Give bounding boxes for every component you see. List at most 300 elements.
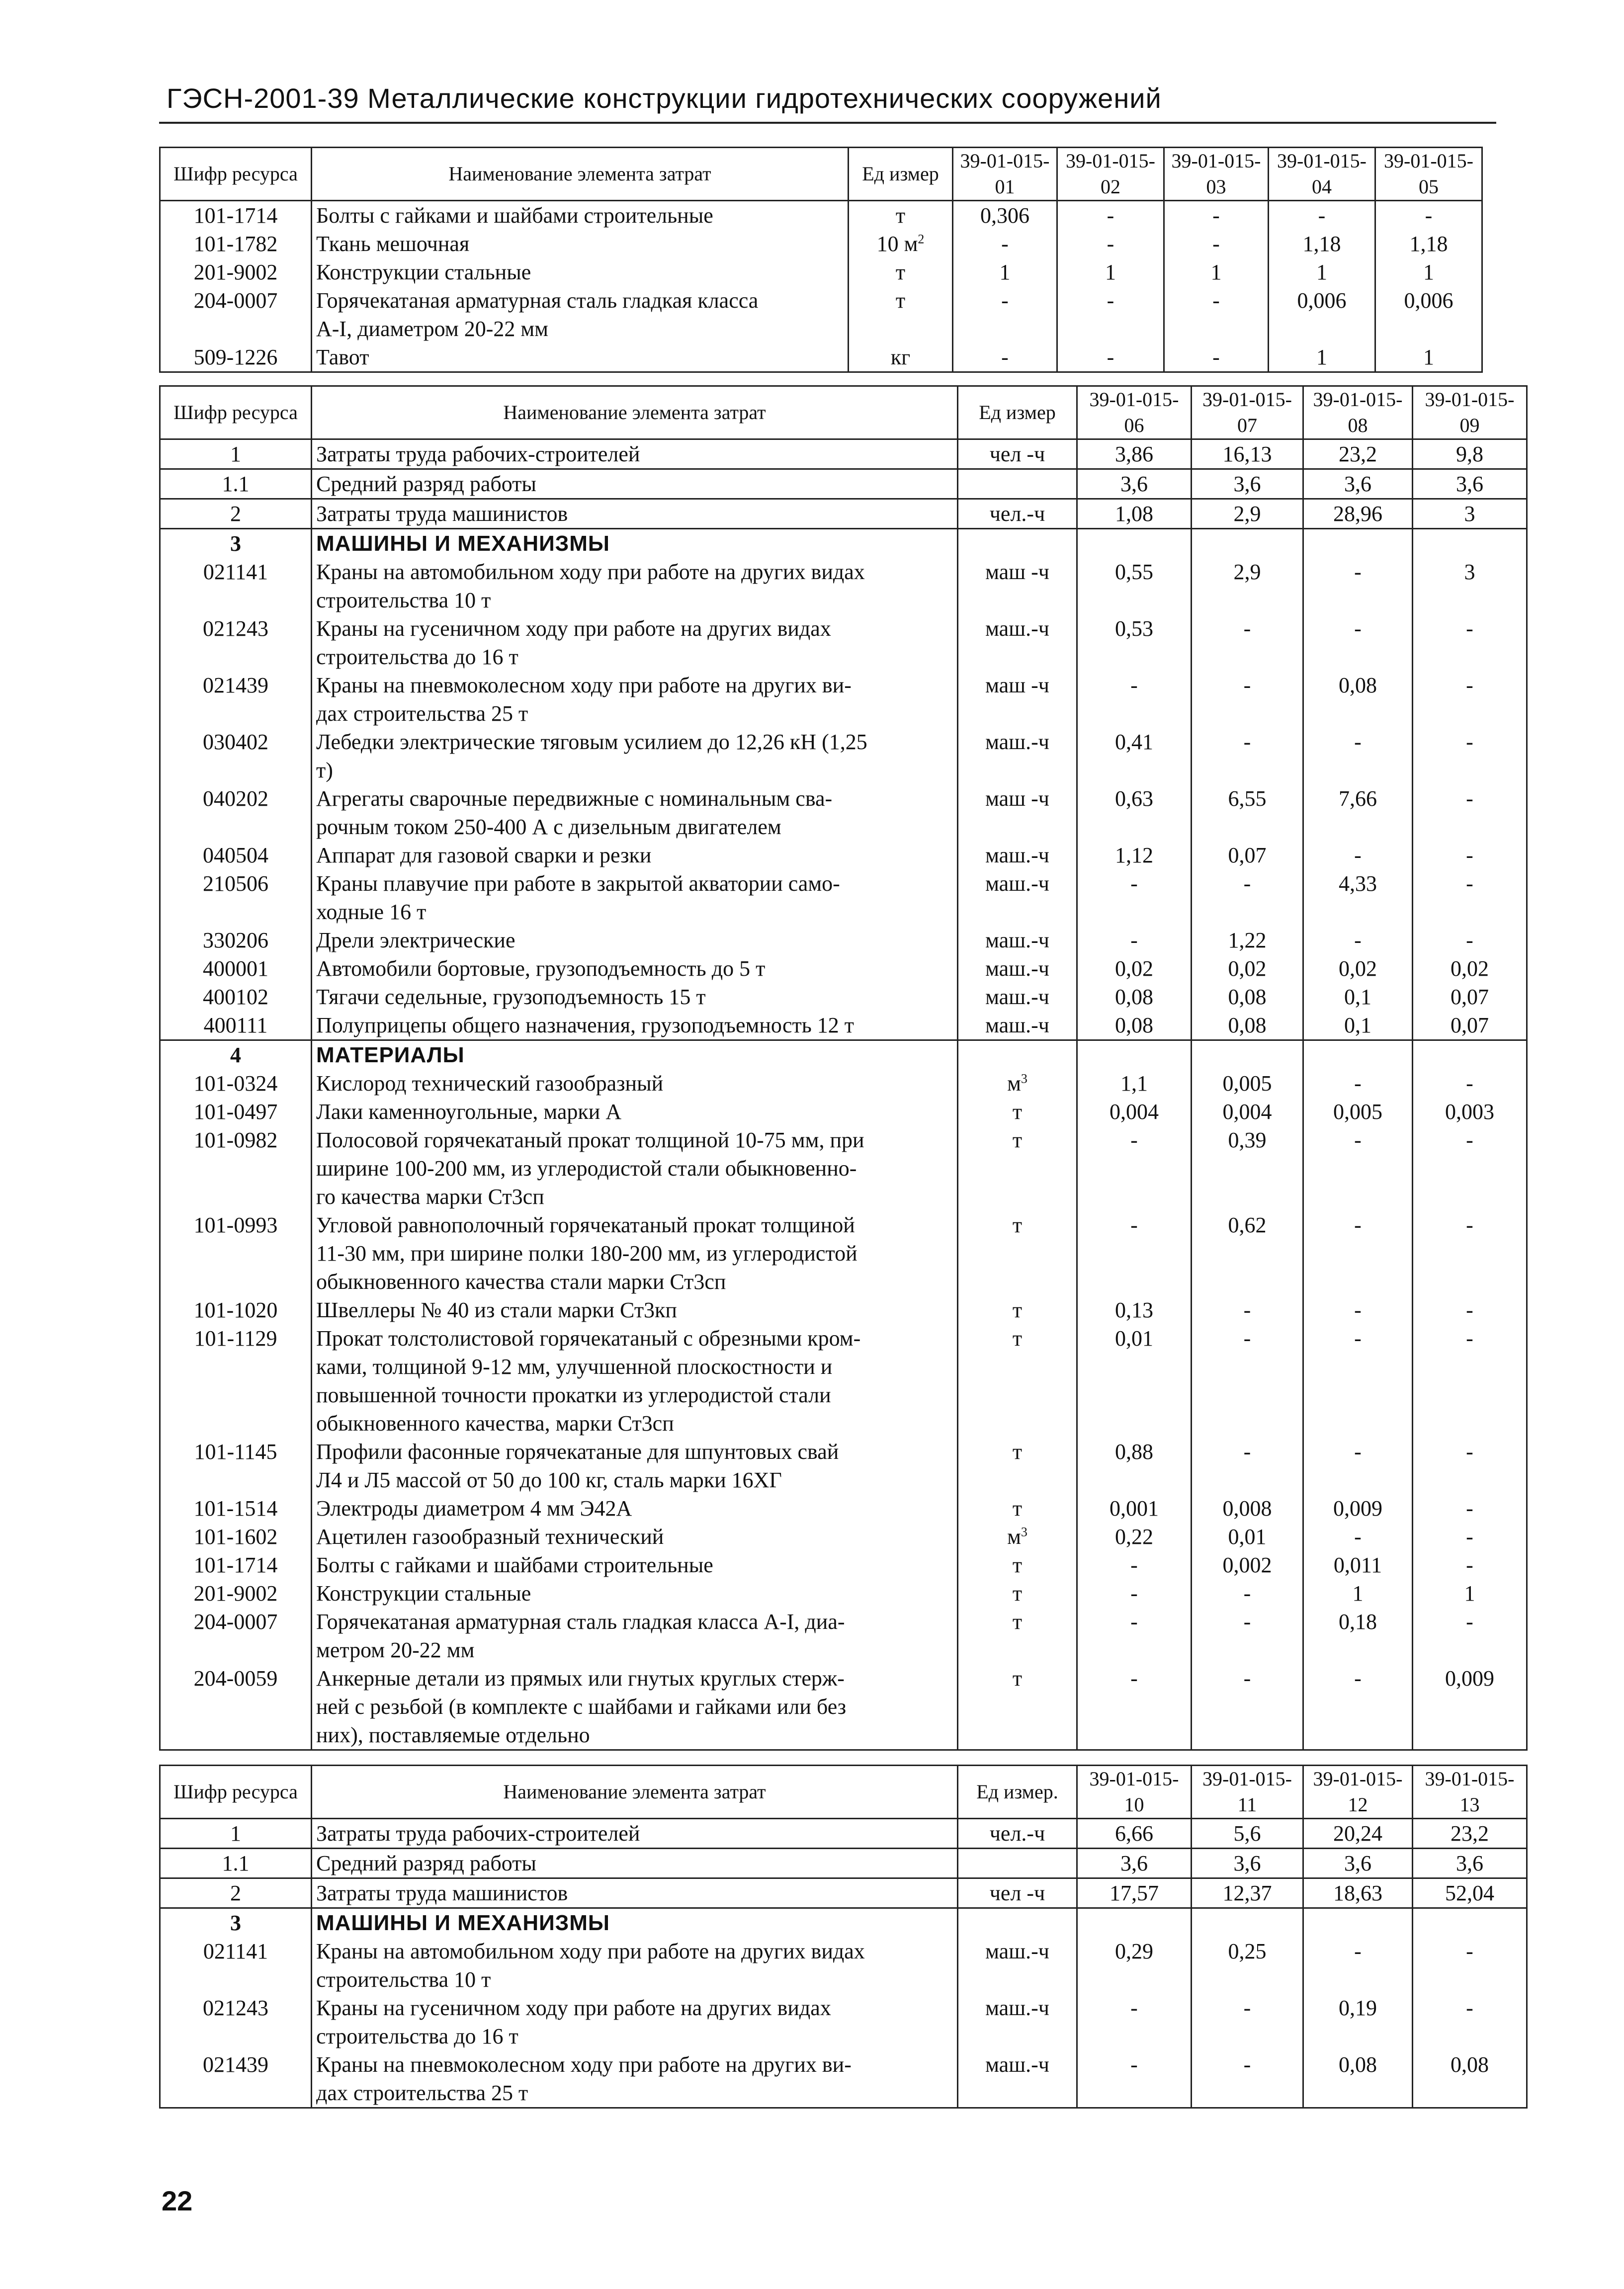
norm-value: 4,33 bbox=[1303, 869, 1413, 926]
norm-value: - bbox=[1269, 201, 1375, 230]
name-line: Тавот bbox=[316, 345, 369, 369]
resource-code: 101-1782 bbox=[160, 230, 312, 258]
norm-value: 1 bbox=[1375, 343, 1482, 372]
unit-of-measure bbox=[958, 529, 1077, 558]
norm-value: - bbox=[1413, 1296, 1527, 1324]
cost-element-name bbox=[312, 728, 958, 784]
page-number: 22 bbox=[162, 2185, 193, 2216]
name-line: го качества марки Ст3сп bbox=[316, 1185, 544, 1209]
unit-of-measure bbox=[958, 1069, 1077, 1098]
norm-value bbox=[1303, 1040, 1413, 1070]
table-header-row bbox=[160, 386, 1527, 439]
norm-value: - bbox=[1077, 926, 1192, 954]
unit-text: м bbox=[1007, 1071, 1021, 1096]
norm-value: - bbox=[1164, 286, 1269, 343]
name-line: Болты с гайками и шайбами строительные bbox=[316, 1553, 713, 1577]
name-line: дах строительства 25 т bbox=[316, 701, 528, 726]
norm-value: - bbox=[1303, 1296, 1413, 1324]
cost-element-name bbox=[312, 1523, 958, 1551]
norm-value: - bbox=[1192, 869, 1303, 926]
norm-value: 3,86 bbox=[1077, 439, 1192, 469]
norm-value: - bbox=[1413, 614, 1527, 671]
resource-code: 4 bbox=[160, 1040, 312, 1070]
norm-value: - bbox=[1303, 1126, 1413, 1211]
name-line: 11-30 мм, при ширине полки 180-200 мм, из углеродистой bbox=[316, 1241, 857, 1266]
norm-value: - bbox=[1192, 1579, 1303, 1608]
header-norm-code: 39-01-015-05 bbox=[1375, 148, 1482, 201]
unit-text: т bbox=[1012, 1666, 1023, 1691]
name-line: Полуприцепы общего назначения, грузоподъемность 12 т bbox=[316, 1013, 855, 1037]
norm-value: 1 bbox=[1164, 258, 1269, 286]
name-line: метром 20-22 мм bbox=[316, 1638, 475, 1662]
unit-of-measure bbox=[958, 1551, 1077, 1579]
unit-of-measure bbox=[958, 614, 1077, 671]
norm-value: 0,07 bbox=[1413, 983, 1527, 1011]
norm-value: 5,6 bbox=[1192, 1819, 1303, 1849]
cost-element-name bbox=[312, 499, 958, 529]
cost-element-name bbox=[312, 286, 849, 343]
name-line: строительства до 16 т bbox=[316, 2024, 518, 2048]
norm-value: 0,01 bbox=[1077, 1324, 1192, 1438]
table-row bbox=[160, 1551, 1527, 1579]
name-line: Профили фасонные горячекатаные для шпунтовых свай bbox=[316, 1440, 839, 1464]
cost-element-name bbox=[312, 1211, 958, 1296]
header-norm-code: 39-01-015-07 bbox=[1192, 386, 1303, 439]
norm-value: - bbox=[1077, 1579, 1192, 1608]
header-unit: Ед измер. bbox=[958, 1766, 1077, 1819]
resource-code: 201-9002 bbox=[160, 1579, 312, 1608]
norm-value: 0,003 bbox=[1413, 1098, 1527, 1126]
unit-of-measure bbox=[958, 1040, 1077, 1070]
unit-text: т bbox=[895, 203, 906, 228]
norm-value bbox=[1192, 1908, 1303, 1938]
norm-value: 1 bbox=[1269, 343, 1375, 372]
cost-element-name bbox=[312, 1664, 958, 1750]
unit-text: маш.-ч bbox=[985, 843, 1049, 867]
name-line: Лебедки электрические тяговым усилием до 12,26 кН (1,25 bbox=[316, 730, 867, 754]
norm-value: 0,08 bbox=[1303, 671, 1413, 728]
cost-element-name bbox=[312, 1579, 958, 1608]
norm-value: - bbox=[1413, 1608, 1527, 1664]
name-line: т) bbox=[316, 758, 333, 782]
name-line: Краны на гусеничном ходу при работе на других видах bbox=[316, 616, 831, 641]
resource-code: 1 bbox=[160, 439, 312, 469]
norm-value: 0,07 bbox=[1413, 1011, 1527, 1040]
norm-value: - bbox=[1077, 869, 1192, 926]
norm-value: 0,08 bbox=[1192, 983, 1303, 1011]
unit-of-measure bbox=[958, 1878, 1077, 1908]
cost-element-name bbox=[312, 1937, 958, 1994]
cost-element-name bbox=[312, 230, 849, 258]
name-line: Автомобили бортовые, грузоподъемность до 5 т bbox=[316, 956, 766, 981]
table-row bbox=[160, 439, 1527, 469]
name-line: ходные 16 т bbox=[316, 900, 427, 924]
unit-text: чел -ч bbox=[989, 442, 1045, 466]
table-row bbox=[160, 728, 1527, 784]
norm-value bbox=[1192, 1040, 1303, 1070]
name-line: Швеллеры № 40 из стали марки Ст3кп bbox=[316, 1298, 677, 1322]
resource-code: 201-9002 bbox=[160, 258, 312, 286]
unit-text: маш.-ч bbox=[985, 2052, 1049, 2077]
norm-value: 3,6 bbox=[1413, 1849, 1527, 1878]
norm-value: - bbox=[1413, 1551, 1527, 1579]
unit-text: маш.-ч bbox=[985, 956, 1049, 981]
resource-code: 101-1020 bbox=[160, 1296, 312, 1324]
norm-value: 0,13 bbox=[1077, 1296, 1192, 1324]
norm-value: 0,011 bbox=[1303, 1551, 1413, 1579]
resource-code: 021439 bbox=[160, 671, 312, 728]
table-row bbox=[160, 1011, 1527, 1040]
table-row bbox=[160, 1608, 1527, 1664]
norm-value: 6,66 bbox=[1077, 1819, 1192, 1849]
norm-value: 0,004 bbox=[1192, 1098, 1303, 1126]
name-line: Полосовой горячекатаный прокат толщиной 10-75 мм, при bbox=[316, 1128, 864, 1152]
norm-value: - bbox=[1303, 926, 1413, 954]
cost-element-name bbox=[312, 258, 849, 286]
norm-value: 3,6 bbox=[1192, 469, 1303, 499]
norm-value: 1,18 bbox=[1269, 230, 1375, 258]
table-row bbox=[160, 1878, 1527, 1908]
norm-value: 0,53 bbox=[1077, 614, 1192, 671]
norm-value: 6,55 bbox=[1192, 784, 1303, 841]
name-line: Краны на автомобильном ходу при работе на других видах bbox=[316, 560, 865, 584]
norm-value: 0,08 bbox=[1413, 2050, 1527, 2108]
norm-value: - bbox=[1413, 1211, 1527, 1296]
norm-value: - bbox=[1413, 1069, 1527, 1098]
norm-value: - bbox=[1192, 671, 1303, 728]
table-row bbox=[160, 1494, 1527, 1523]
norm-value: 0,19 bbox=[1303, 1994, 1413, 2050]
cost-element-name bbox=[312, 926, 958, 954]
norm-value: - bbox=[1303, 1937, 1413, 1994]
name-line: Затраты труда машинистов bbox=[316, 1881, 568, 1905]
norm-value: - bbox=[1303, 728, 1413, 784]
table-row bbox=[160, 671, 1527, 728]
cost-element-name bbox=[312, 1098, 958, 1126]
cost-element-name bbox=[312, 954, 958, 983]
resource-code: 3 bbox=[160, 529, 312, 558]
norm-value: - bbox=[1192, 1994, 1303, 2050]
norm-value: 0,41 bbox=[1077, 728, 1192, 784]
unit-of-measure bbox=[849, 230, 953, 258]
norm-value bbox=[1303, 529, 1413, 558]
unit-text: т bbox=[1012, 1213, 1023, 1237]
norm-value: 0,88 bbox=[1077, 1438, 1192, 1494]
norm-value: 3,6 bbox=[1192, 1849, 1303, 1878]
name-line: Прокат толстолистовой горячекатаный с обрезными кром- bbox=[316, 1326, 861, 1351]
header-resource-code: Шифр ресурса bbox=[160, 148, 312, 201]
norm-value: - bbox=[1077, 1551, 1192, 1579]
resource-code: 101-1714 bbox=[160, 1551, 312, 1579]
norm-value: 18,63 bbox=[1303, 1878, 1413, 1908]
section-title bbox=[312, 1908, 958, 1938]
unit-text: т bbox=[895, 288, 906, 313]
norm-value: - bbox=[1164, 230, 1269, 258]
unit-of-measure bbox=[958, 841, 1077, 869]
norm-value: - bbox=[1413, 841, 1527, 869]
resource-code: 2 bbox=[160, 1878, 312, 1908]
norm-value: 16,13 bbox=[1192, 439, 1303, 469]
table-row bbox=[160, 1324, 1527, 1438]
section-title bbox=[312, 529, 958, 558]
name-line: Горячекатаная арматурная сталь гладкая класса А-I, диа- bbox=[316, 1610, 845, 1634]
table-header-row bbox=[160, 148, 1482, 201]
norm-value: 7,66 bbox=[1303, 784, 1413, 841]
name-line: Угловой равнополочный горячекатаный прокат толщиной bbox=[316, 1213, 855, 1237]
unit-of-measure bbox=[958, 499, 1077, 529]
name-line: обыкновенного качества стали марки Ст3сп bbox=[316, 1270, 726, 1294]
resource-code: 1.1 bbox=[160, 1849, 312, 1878]
cost-element-name bbox=[312, 1608, 958, 1664]
norm-value: 9,8 bbox=[1413, 439, 1527, 469]
header-norm-code: 39-01-015-13 bbox=[1413, 1766, 1527, 1819]
resource-code: 021141 bbox=[160, 1937, 312, 1994]
resource-code: 204-0007 bbox=[160, 1608, 312, 1664]
unit-of-measure bbox=[958, 784, 1077, 841]
name-line: ками, толщиной 9-12 мм, улучшенной плоскостности и bbox=[316, 1355, 833, 1379]
resource-code: 204-0059 bbox=[160, 1664, 312, 1750]
cost-element-name bbox=[312, 1849, 958, 1878]
norm-value: 1 bbox=[1413, 1579, 1527, 1608]
norm-value: - bbox=[953, 343, 1057, 372]
table-row bbox=[160, 558, 1527, 614]
unit-of-measure bbox=[958, 1296, 1077, 1324]
norm-value: - bbox=[1413, 926, 1527, 954]
cost-element-name bbox=[312, 1819, 958, 1849]
norm-value: 3,6 bbox=[1077, 469, 1192, 499]
norm-value: 0,002 bbox=[1192, 1551, 1303, 1579]
norm-value: - bbox=[1057, 230, 1164, 258]
resource-code: 210506 bbox=[160, 869, 312, 926]
norm-value: - bbox=[1413, 1494, 1527, 1523]
cost-element-name bbox=[312, 1069, 958, 1098]
unit-of-measure bbox=[958, 558, 1077, 614]
norm-value: 0,006 bbox=[1269, 286, 1375, 343]
table-row bbox=[160, 1069, 1527, 1098]
name-line: строительства до 16 т bbox=[316, 645, 518, 669]
norm-value: 3,6 bbox=[1077, 1849, 1192, 1878]
norm-value: 2,9 bbox=[1192, 499, 1303, 529]
norm-value: - bbox=[1303, 1211, 1413, 1296]
table-row bbox=[160, 784, 1527, 841]
norm-value: - bbox=[1413, 671, 1527, 728]
unit-text: т bbox=[1012, 1581, 1023, 1606]
name-line: строительства 10 т bbox=[316, 1967, 491, 1992]
norm-value: 0,02 bbox=[1303, 954, 1413, 983]
norm-value: 1 bbox=[1303, 1579, 1413, 1608]
norm-value: - bbox=[1192, 2050, 1303, 2108]
table-row bbox=[160, 983, 1527, 1011]
norm-value: - bbox=[1413, 1438, 1527, 1494]
unit-of-measure bbox=[849, 258, 953, 286]
norm-value: 0,18 bbox=[1303, 1608, 1413, 1664]
norm-value: - bbox=[1077, 1994, 1192, 2050]
unit-of-measure bbox=[958, 1908, 1077, 1938]
table-row bbox=[160, 614, 1527, 671]
cost-element-name bbox=[312, 1296, 958, 1324]
name-line: Аппарат для газовой сварки и резки bbox=[316, 843, 652, 867]
norm-value: - bbox=[1413, 1126, 1527, 1211]
name-line: Тягачи седельные, грузоподъемность 15 т bbox=[316, 985, 706, 1009]
norm-value: - bbox=[1164, 343, 1269, 372]
norm-value: - bbox=[1303, 1324, 1413, 1438]
unit-of-measure bbox=[958, 1849, 1077, 1878]
table-row bbox=[160, 1994, 1527, 2050]
resource-code: 3 bbox=[160, 1908, 312, 1938]
norm-value: - bbox=[1057, 286, 1164, 343]
header-resource-code: Шифр ресурса bbox=[160, 386, 312, 439]
unit-of-measure bbox=[958, 469, 1077, 499]
resource-code: 021141 bbox=[160, 558, 312, 614]
norm-value: - bbox=[1077, 1608, 1192, 1664]
unit-text: т bbox=[1012, 1610, 1023, 1634]
unit-of-measure bbox=[958, 671, 1077, 728]
unit-text: маш.-ч bbox=[985, 1939, 1049, 1963]
header-rule bbox=[159, 122, 1496, 124]
norm-value bbox=[1413, 1040, 1527, 1070]
norm-value: - bbox=[1192, 1324, 1303, 1438]
header-norm-code: 39-01-015-12 bbox=[1303, 1766, 1413, 1819]
resource-code: 1 bbox=[160, 1819, 312, 1849]
unit-exponent: 3 bbox=[1021, 1071, 1027, 1086]
unit-of-measure bbox=[958, 1211, 1077, 1296]
name-line: Ацетилен газообразный технический bbox=[316, 1525, 664, 1549]
name-line: строительства 10 т bbox=[316, 588, 491, 612]
header-norm-code: 39-01-015-09 bbox=[1413, 386, 1527, 439]
unit-of-measure bbox=[958, 1608, 1077, 1664]
norm-value: 1,22 bbox=[1192, 926, 1303, 954]
name-line: Затраты труда рабочих-строителей bbox=[316, 1821, 640, 1846]
cost-element-name bbox=[312, 1438, 958, 1494]
resource-code: 400001 bbox=[160, 954, 312, 983]
section-row bbox=[160, 529, 1527, 558]
unit-of-measure bbox=[958, 1937, 1077, 1994]
cost-element-name bbox=[312, 1994, 958, 2050]
unit-text: т bbox=[1012, 1326, 1023, 1351]
unit-text: маш.-ч bbox=[985, 1013, 1049, 1037]
norm-value: - bbox=[1192, 1664, 1303, 1750]
norm-value: - bbox=[1303, 1664, 1413, 1750]
table-row bbox=[160, 1211, 1527, 1296]
name-line: Средний разряд работы bbox=[316, 1851, 536, 1875]
unit-of-measure bbox=[958, 1494, 1077, 1523]
unit-of-measure bbox=[958, 1664, 1077, 1750]
unit-text: т bbox=[1012, 1553, 1023, 1577]
name-line: Ткань мешочная bbox=[316, 232, 470, 256]
norm-value: - bbox=[1413, 1324, 1527, 1438]
name-line: Конструкции стальные bbox=[316, 260, 531, 284]
cost-element-name bbox=[312, 671, 958, 728]
unit-text: чел.-ч bbox=[989, 502, 1045, 526]
table-row bbox=[160, 1126, 1527, 1211]
norm-value: 0,004 bbox=[1077, 1098, 1192, 1126]
norm-value bbox=[1077, 1040, 1192, 1070]
norm-value: - bbox=[953, 286, 1057, 343]
cost-element-name bbox=[312, 439, 958, 469]
name-line: Электроды диаметром 4 мм Э42А bbox=[316, 1496, 632, 1521]
section-row bbox=[160, 1908, 1527, 1938]
unit-text: маш -ч bbox=[985, 560, 1049, 584]
unit-text: маш.-ч bbox=[985, 928, 1049, 952]
unit-of-measure bbox=[958, 2050, 1077, 2108]
unit-of-measure bbox=[958, 1819, 1077, 1849]
norm-value: 0,02 bbox=[1192, 954, 1303, 983]
name-line: Горячекатаная арматурная сталь гладкая класса bbox=[316, 288, 759, 313]
norm-value: 1 bbox=[1269, 258, 1375, 286]
resource-code: 2 bbox=[160, 499, 312, 529]
name-line: дах строительства 25 т bbox=[316, 2081, 528, 2105]
cost-element-name bbox=[312, 558, 958, 614]
norm-value: - bbox=[1077, 1664, 1192, 1750]
norm-value: 0,005 bbox=[1192, 1069, 1303, 1098]
norm-value: - bbox=[1192, 728, 1303, 784]
header-norm-code: 39-01-015-08 bbox=[1303, 386, 1413, 439]
unit-text: маш -ч bbox=[985, 786, 1049, 811]
resource-code: 101-1714 bbox=[160, 201, 312, 230]
unit-of-measure bbox=[958, 1011, 1077, 1040]
norm-value: - bbox=[1303, 614, 1413, 671]
norm-value: 1,18 bbox=[1375, 230, 1482, 258]
cost-element-name bbox=[312, 1126, 958, 1211]
norm-value: 0,29 bbox=[1077, 1937, 1192, 1994]
norm-value: 52,04 bbox=[1413, 1878, 1527, 1908]
unit-text: т bbox=[1012, 1100, 1023, 1124]
resource-code: 030402 bbox=[160, 728, 312, 784]
name-line: повышенной точности прокатки из углеродистой стали bbox=[316, 1383, 831, 1407]
header-unit: Ед измер bbox=[849, 148, 953, 201]
norm-value bbox=[1413, 529, 1527, 558]
unit-of-measure bbox=[958, 1579, 1077, 1608]
resource-code: 021439 bbox=[160, 2050, 312, 2108]
norm-value: - bbox=[1077, 2050, 1192, 2108]
name-line: Средний разряд работы bbox=[316, 472, 536, 496]
name-line: Затраты труда машинистов bbox=[316, 502, 568, 526]
norm-value: 28,96 bbox=[1303, 499, 1413, 529]
norm-value: - bbox=[1077, 671, 1192, 728]
name-line: Краны плавучие при работе в закрытой акватории само- bbox=[316, 871, 840, 896]
unit-text: маш.-ч bbox=[985, 985, 1049, 1009]
table-row bbox=[160, 1098, 1527, 1126]
cost-element-name bbox=[312, 201, 849, 230]
norm-value: - bbox=[1077, 1126, 1192, 1211]
name-line: Краны на пневмоколесном ходу при работе на других ви- bbox=[316, 2052, 852, 2077]
cost-element-name bbox=[312, 1551, 958, 1579]
name-line: МАШИНЫ И МЕХАНИЗМЫ bbox=[316, 531, 610, 556]
norm-value: - bbox=[1192, 1438, 1303, 1494]
name-line: обыкновенного качества, марки Ст3сп bbox=[316, 1411, 674, 1436]
norm-value: - bbox=[1077, 1211, 1192, 1296]
name-line: Дрели электрические bbox=[316, 928, 515, 952]
unit-of-measure bbox=[849, 201, 953, 230]
norm-value: - bbox=[1303, 841, 1413, 869]
name-line: Кислород технический газообразный bbox=[316, 1071, 664, 1096]
cost-element-name bbox=[312, 983, 958, 1011]
resource-table-2 bbox=[159, 385, 1528, 1751]
unit-text: т bbox=[1012, 1496, 1023, 1521]
table-row bbox=[160, 869, 1527, 926]
norm-value: 23,2 bbox=[1413, 1819, 1527, 1849]
unit-text: т bbox=[1012, 1298, 1023, 1322]
norm-value: 3 bbox=[1413, 558, 1527, 614]
header-unit: Ед измер bbox=[958, 386, 1077, 439]
resource-code: 400102 bbox=[160, 983, 312, 1011]
cost-element-name bbox=[312, 1324, 958, 1438]
unit-exponent: 2 bbox=[918, 232, 925, 247]
section-row bbox=[160, 1040, 1527, 1070]
name-line: них), поставляемые отдельно bbox=[316, 1723, 590, 1747]
norm-value: 0,62 bbox=[1192, 1211, 1303, 1296]
norm-value: 0,08 bbox=[1077, 1011, 1192, 1040]
